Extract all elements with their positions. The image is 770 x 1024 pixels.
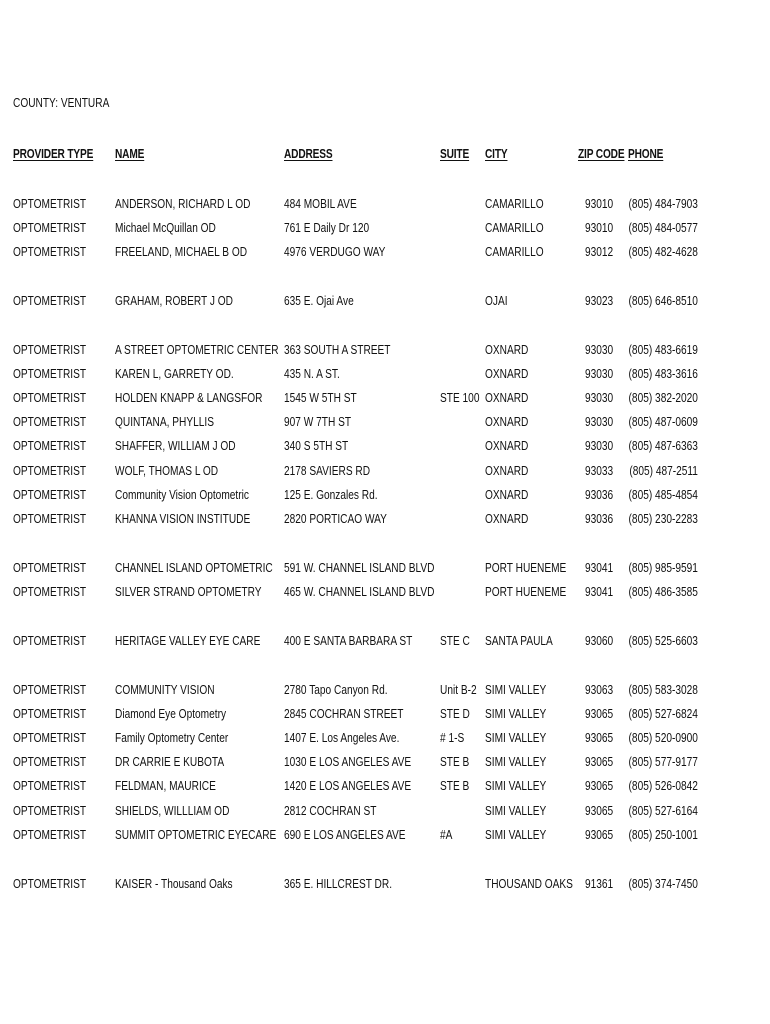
- address-cell: 1420 E LOS ANGELES AVE: [284, 778, 412, 793]
- address-cell: 2780 Tapo Canyon Rd.: [284, 682, 388, 697]
- city-cell: SIMI VALLEY: [485, 682, 547, 697]
- table-row: [0, 802, 770, 822]
- city-cell: SIMI VALLEY: [485, 827, 547, 842]
- city-cell: PORT HUENEME: [485, 560, 567, 575]
- address-cell: 635 E. Ojai Ave: [284, 293, 354, 308]
- city-cell: OXNARD: [485, 463, 529, 478]
- name-cell: A STREET OPTOMETRIC CENTER: [115, 342, 279, 357]
- zip-cell: 93030: [584, 342, 613, 357]
- header-provider-type: PROVIDER TYPE: [13, 146, 94, 161]
- city-cell: OXNARD: [485, 342, 529, 357]
- zip-cell: 93030: [584, 438, 613, 453]
- zip-cell: 93063: [584, 682, 613, 697]
- address-cell: 591 W. CHANNEL ISLAND BLVD: [284, 560, 435, 575]
- phone-cell: (805) 646-8510: [628, 293, 698, 308]
- provider-type-cell: OPTOMETRIST: [13, 342, 87, 357]
- provider-type-cell: OPTOMETRIST: [13, 754, 87, 769]
- name-cell: Community Vision Optometric: [115, 487, 249, 502]
- zip-cell: 93065: [584, 803, 613, 818]
- table-row: [0, 413, 770, 433]
- name-cell: FREELAND, MICHAEL B OD: [115, 244, 248, 259]
- table-row: [0, 437, 770, 457]
- address-cell: 2820 PORTICAO WAY: [284, 511, 387, 526]
- phone-cell: (805) 525-6603: [628, 633, 698, 648]
- provider-type-cell: OPTOMETRIST: [13, 366, 87, 381]
- zip-cell: 93033: [584, 463, 613, 478]
- header-suite: SUITE: [440, 146, 470, 161]
- phone-cell: (805) 483-6619: [628, 342, 698, 357]
- phone-cell: (805) 487-2511: [629, 463, 698, 478]
- provider-type-cell: OPTOMETRIST: [13, 730, 87, 745]
- phone-cell: (805) 487-6363: [628, 438, 698, 453]
- city-cell: OXNARD: [485, 414, 529, 429]
- table-row: [0, 219, 770, 239]
- name-cell: KAREN L, GARRETY OD.: [115, 366, 234, 381]
- name-cell: SILVER STRAND OPTOMETRY: [115, 584, 262, 599]
- name-cell: KAISER - Thousand Oaks: [115, 876, 233, 891]
- city-cell: THOUSAND OAKS: [485, 876, 573, 891]
- name-cell: CHANNEL ISLAND OPTOMETRIC: [115, 560, 273, 575]
- phone-cell: (805) 487-0609: [628, 414, 698, 429]
- provider-type-cell: OPTOMETRIST: [13, 706, 87, 721]
- table-row: [0, 875, 770, 895]
- provider-type-cell: OPTOMETRIST: [13, 196, 87, 211]
- name-cell: FELDMAN, MAURICE: [115, 778, 216, 793]
- phone-cell: (805) 577-9177: [628, 754, 698, 769]
- provider-type-cell: OPTOMETRIST: [13, 463, 87, 478]
- provider-type-cell: OPTOMETRIST: [13, 876, 87, 891]
- address-cell: 1407 E. Los Angeles Ave.: [284, 730, 400, 745]
- address-cell: 907 W 7TH ST: [284, 414, 352, 429]
- provider-type-cell: OPTOMETRIST: [13, 560, 87, 575]
- provider-type-cell: OPTOMETRIST: [13, 827, 87, 842]
- name-cell: Family Optometry Center: [115, 730, 229, 745]
- phone-cell: (805) 230-2283: [628, 511, 698, 526]
- zip-cell: 91361: [584, 876, 613, 891]
- city-cell: CAMARILLO: [485, 244, 544, 259]
- table-row: [0, 486, 770, 506]
- suite-cell: STE B: [440, 754, 470, 769]
- city-cell: SIMI VALLEY: [485, 754, 547, 769]
- table-row: [0, 292, 770, 312]
- address-cell: 2812 COCHRAN ST: [284, 803, 377, 818]
- provider-type-cell: OPTOMETRIST: [13, 244, 87, 259]
- table-row: [0, 559, 770, 579]
- zip-cell: 93036: [584, 487, 613, 502]
- address-cell: 340 S 5TH ST: [284, 438, 349, 453]
- table-row: [0, 777, 770, 797]
- header-address: ADDRESS: [284, 146, 333, 161]
- provider-type-cell: OPTOMETRIST: [13, 584, 87, 599]
- address-cell: 1545 W 5TH ST: [284, 390, 357, 405]
- phone-cell: (805) 482-4628: [628, 244, 698, 259]
- zip-cell: 93010: [584, 196, 613, 211]
- phone-cell: (805) 484-7903: [628, 196, 698, 211]
- address-cell: 4976 VERDUGO WAY: [284, 244, 386, 259]
- zip-cell: 93065: [584, 706, 613, 721]
- city-cell: SIMI VALLEY: [485, 730, 547, 745]
- zip-cell: 93012: [584, 244, 613, 259]
- name-cell: HOLDEN KNAPP & LANGSFOR: [115, 390, 263, 405]
- phone-cell: (805) 527-6164: [628, 803, 698, 818]
- header-name: NAME: [115, 146, 145, 161]
- table-row: [0, 365, 770, 385]
- name-cell: KHANNA VISION INSTITUDE: [115, 511, 251, 526]
- city-cell: CAMARILLO: [485, 220, 544, 235]
- header-city: CITY: [485, 146, 508, 161]
- name-cell: ANDERSON, RICHARD L OD: [115, 196, 251, 211]
- address-cell: 761 E Daily Dr 120: [284, 220, 370, 235]
- address-cell: 484 MOBIL AVE: [284, 196, 357, 211]
- suite-cell: STE D: [440, 706, 470, 721]
- provider-type-cell: OPTOMETRIST: [13, 293, 87, 308]
- city-cell: SIMI VALLEY: [485, 706, 547, 721]
- provider-type-cell: OPTOMETRIST: [13, 682, 87, 697]
- address-cell: 363 SOUTH A STREET: [284, 342, 391, 357]
- provider-type-cell: OPTOMETRIST: [13, 778, 87, 793]
- suite-cell: # 1-S: [440, 730, 465, 745]
- phone-cell: (805) 985-9591: [628, 560, 698, 575]
- name-cell: HERITAGE VALLEY EYE CARE: [115, 633, 261, 648]
- address-cell: 435 N. A ST.: [284, 366, 340, 381]
- provider-type-cell: OPTOMETRIST: [13, 511, 87, 526]
- table-row: [0, 729, 770, 749]
- address-cell: 465 W. CHANNEL ISLAND BLVD: [284, 584, 435, 599]
- zip-cell: 93030: [584, 366, 613, 381]
- zip-cell: 93036: [584, 511, 613, 526]
- header-zip-code: ZIP CODE: [578, 146, 625, 161]
- city-cell: OXNARD: [485, 390, 529, 405]
- provider-type-cell: OPTOMETRIST: [13, 220, 87, 235]
- phone-cell: (805) 483-3616: [628, 366, 698, 381]
- zip-cell: 93023: [584, 293, 613, 308]
- zip-cell: 93030: [584, 390, 613, 405]
- table-row: [0, 389, 770, 409]
- city-cell: SIMI VALLEY: [485, 778, 547, 793]
- zip-cell: 93065: [584, 827, 613, 842]
- suite-cell: STE B: [440, 778, 470, 793]
- table-row: [0, 632, 770, 652]
- city-cell: OXNARD: [485, 487, 529, 502]
- provider-type-cell: OPTOMETRIST: [13, 414, 87, 429]
- table-row: [0, 243, 770, 263]
- suite-cell: Unit B-2: [440, 682, 477, 697]
- city-cell: OXNARD: [485, 511, 529, 526]
- zip-cell: 93065: [584, 778, 613, 793]
- city-cell: OXNARD: [485, 366, 529, 381]
- suite-cell: STE C: [440, 633, 470, 648]
- city-cell: OXNARD: [485, 438, 529, 453]
- phone-cell: (805) 583-3028: [628, 682, 698, 697]
- address-cell: 2178 SAVIERS RD: [284, 463, 371, 478]
- city-cell: OJAI: [485, 293, 508, 308]
- zip-cell: 93065: [584, 754, 613, 769]
- provider-type-cell: OPTOMETRIST: [13, 438, 87, 453]
- name-cell: Michael McQuillan OD: [115, 220, 216, 235]
- phone-cell: (805) 485-4854: [628, 487, 698, 502]
- name-cell: Diamond Eye Optometry: [115, 706, 227, 721]
- address-cell: 125 E. Gonzales Rd.: [284, 487, 378, 502]
- table-header: [0, 145, 770, 165]
- name-cell: COMMUNITY VISION: [115, 682, 215, 697]
- suite-cell: #A: [440, 827, 453, 842]
- address-cell: 2845 COCHRAN STREET: [284, 706, 404, 721]
- table-row: [0, 705, 770, 725]
- provider-type-cell: OPTOMETRIST: [13, 633, 87, 648]
- table-row: [0, 753, 770, 773]
- address-cell: 690 E LOS ANGELES AVE: [284, 827, 406, 842]
- table-row: [0, 462, 770, 482]
- address-cell: 400 E SANTA BARBARA ST: [284, 633, 413, 648]
- name-cell: SUMMIT OPTOMETRIC EYECARE: [115, 827, 277, 842]
- table-row: [0, 341, 770, 361]
- name-cell: WOLF, THOMAS L OD: [115, 463, 219, 478]
- table-row: [0, 195, 770, 215]
- zip-cell: 93060: [584, 633, 613, 648]
- provider-type-cell: OPTOMETRIST: [13, 487, 87, 502]
- name-cell: SHIELDS, WILLLIAM OD: [115, 803, 230, 818]
- provider-type-cell: OPTOMETRIST: [13, 390, 87, 405]
- phone-cell: (805) 486-3585: [628, 584, 698, 599]
- city-cell: SIMI VALLEY: [485, 803, 547, 818]
- table-row: [0, 681, 770, 701]
- address-cell: 1030 E LOS ANGELES AVE: [284, 754, 412, 769]
- table-row: [0, 510, 770, 530]
- name-cell: DR CARRIE E KUBOTA: [115, 754, 225, 769]
- zip-cell: 93065: [584, 730, 613, 745]
- zip-cell: 93041: [584, 584, 613, 599]
- county-label: COUNTY: VENTURA: [13, 95, 110, 110]
- phone-cell: (805) 374-7450: [628, 876, 698, 891]
- phone-cell: (805) 527-6824: [628, 706, 698, 721]
- city-cell: PORT HUENEME: [485, 584, 567, 599]
- address-cell: 365 E. HILLCREST DR.: [284, 876, 393, 891]
- phone-cell: (805) 520-0900: [628, 730, 698, 745]
- suite-cell: STE 100: [440, 390, 480, 405]
- phone-cell: (805) 382-2020: [628, 390, 698, 405]
- provider-type-cell: OPTOMETRIST: [13, 803, 87, 818]
- city-cell: SANTA PAULA: [485, 633, 553, 648]
- zip-cell: 93041: [584, 560, 613, 575]
- zip-cell: 93010: [584, 220, 613, 235]
- table-row: [0, 826, 770, 846]
- city-cell: CAMARILLO: [485, 196, 544, 211]
- phone-cell: (805) 250-1001: [628, 827, 698, 842]
- phone-cell: (805) 484-0577: [628, 220, 698, 235]
- phone-cell: (805) 526-0842: [628, 778, 698, 793]
- table-row: [0, 583, 770, 603]
- header-phone: PHONE: [628, 146, 664, 161]
- name-cell: GRAHAM, ROBERT J OD: [115, 293, 233, 308]
- zip-cell: 93030: [584, 414, 613, 429]
- name-cell: QUINTANA, PHYLLIS: [115, 414, 214, 429]
- name-cell: SHAFFER, WILLIAM J OD: [115, 438, 236, 453]
